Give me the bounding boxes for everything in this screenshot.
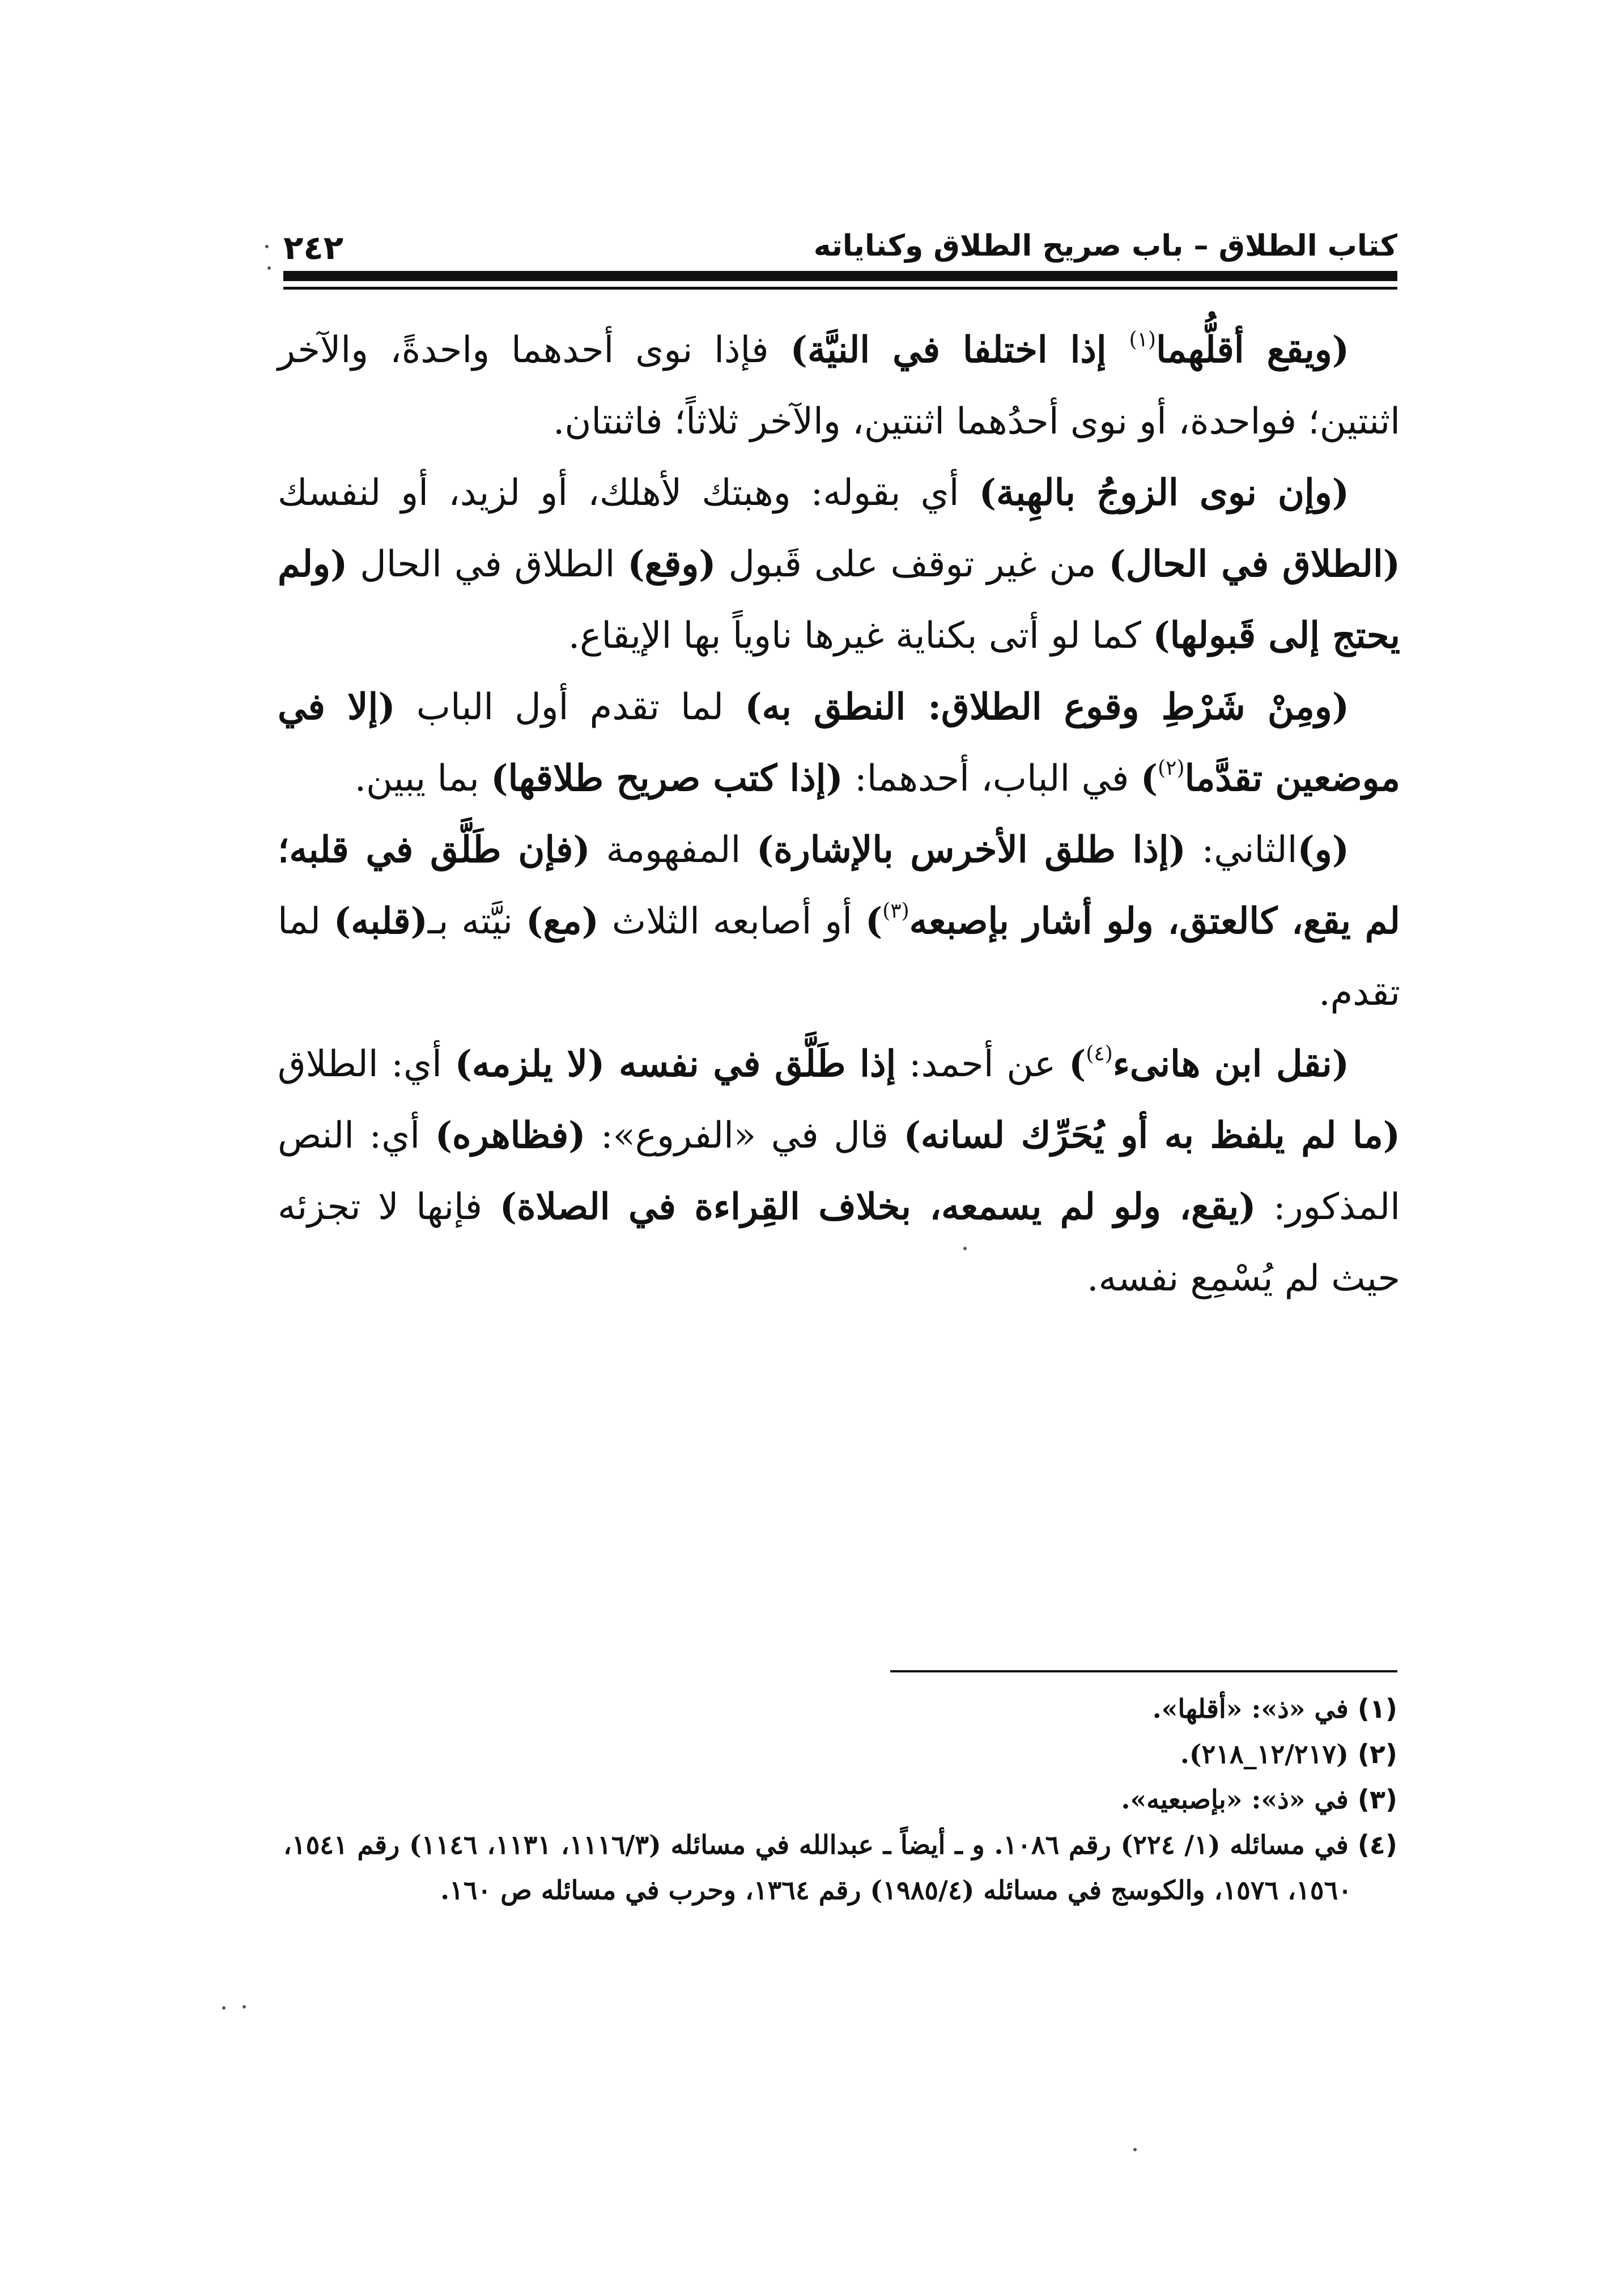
matn-quote: (ويقع أقلُّهما xyxy=(1156,329,1350,371)
footnote-text: في «ذ»: «بإصبعيه». xyxy=(1121,1784,1349,1815)
paragraph xyxy=(278,457,1400,672)
paragraph xyxy=(278,672,1400,814)
scan-speck xyxy=(267,266,271,270)
commentary-text: قال في «الفروع»: xyxy=(585,1115,904,1157)
footnote xyxy=(283,1731,1397,1777)
paragraph xyxy=(278,315,1400,457)
matn-quote: (وقع) xyxy=(627,543,716,585)
matn-quote: (ما لم يلفظ به أو يُحَرِّك لسانه) xyxy=(903,1114,1401,1157)
matn-quote: (ولم يحتج إلى قَبولها) xyxy=(278,543,1400,657)
commentary-text: فإنها لا تجزئه حيث لم يُسْمِع نفسه. xyxy=(278,1186,1400,1300)
footnote-reference: (٢) xyxy=(1158,757,1185,780)
footnotes xyxy=(283,1686,1397,1913)
matn-quote: (وإن نوى الزوجُ بالهِبة) xyxy=(979,472,1350,514)
commentary-text: عن أحمد: xyxy=(896,1043,1069,1085)
commentary-text: الثاني: xyxy=(1185,829,1298,871)
footnote xyxy=(283,1822,1397,1913)
page-number: ٢٤٢ xyxy=(283,228,344,267)
matn-quote: (ومِنْ شَرْطِ وقوع الطلاق: النطق به) xyxy=(745,686,1350,728)
footnote-separator xyxy=(890,1670,1397,1672)
footnote-text: (١٢/٢١٧_٢١٨). xyxy=(1180,1739,1349,1769)
matn-quote: إذا طَلَّق في نفسه (لا يلزمه) xyxy=(454,1043,896,1085)
footnote-marker: (٢) xyxy=(1357,1739,1397,1769)
commentary-text: الطلاق في الحال xyxy=(347,543,628,585)
header-rule-thick xyxy=(283,271,1397,281)
commentary-text: أو أصابعه الثلاث xyxy=(598,901,865,942)
footnote-marker: (٣) xyxy=(1357,1784,1397,1815)
footnote-reference: (١) xyxy=(1129,328,1157,351)
commentary-text: بما يبين. xyxy=(354,758,491,800)
paragraph xyxy=(278,814,1400,1029)
commentary-text: أي: النص المذكور: xyxy=(278,1115,1401,1228)
matn-quote: (مع) xyxy=(526,900,599,942)
footnote-reference: (٣) xyxy=(882,899,909,923)
matn-quote: (الطلاق في الحال) xyxy=(1108,543,1401,585)
main-text xyxy=(278,315,1400,1314)
commentary-text: أي: الطلاق xyxy=(278,1043,455,1085)
footnote-marker: (٤) xyxy=(1357,1829,1397,1860)
header-rule-thin xyxy=(283,287,1397,290)
footnote-marker: (١) xyxy=(1357,1693,1397,1724)
commentary-text: من غير توقف على قَبول xyxy=(716,543,1109,585)
commentary-text: في الباب، أحدهما: xyxy=(843,758,1141,800)
scan-speck xyxy=(222,2006,226,2010)
commentary-text: نيَّته بـ xyxy=(427,901,526,942)
scan-speck xyxy=(265,245,269,248)
footnote-reference: (٤) xyxy=(1086,1042,1113,1065)
matn-quote: ) xyxy=(865,900,883,942)
footnote xyxy=(283,1686,1397,1731)
commentary-text: لما تقدم أول الباب xyxy=(395,686,745,728)
scan-speck xyxy=(963,1247,967,1250)
commentary-text: لما تقدم. xyxy=(278,901,1400,1014)
paragraph xyxy=(278,1029,1400,1314)
matn-quote: (يقع، ولو لم يسمعه، بخلاف القِراءة في الصلاة) xyxy=(499,1186,1256,1228)
footnote-text: في مسائله (١/ ٢٢٤) رقم ١٠٨٦. و ـ أيضاً ـ عبدالله في مسائله (١١١٦/٣، ١١٣١، ١١٤٦) رقم ١٥٤١، ١٥٦٠، ١٥٧٦، والكوسج في مسائله (١٩٨٥/٤) رقم ١٣٦٤، وحرب في مسائله ص ١٦٠. xyxy=(283,1829,1352,1905)
scan-speck xyxy=(243,2005,246,2009)
matn-quote: ) xyxy=(1069,1043,1086,1085)
scan-speck xyxy=(1133,2148,1137,2151)
matn-quote: إذا اختلفا في النيَّة) xyxy=(790,329,1129,371)
running-header xyxy=(283,204,1397,266)
commentary-text: أي بقوله: وهبتك لأهلك، أو لزيد، أو لنفسك xyxy=(278,472,979,514)
footnote-text: في «ذ»: «أقلها». xyxy=(1152,1693,1349,1724)
footnote xyxy=(283,1777,1397,1822)
header-title: كتاب الطلاق – باب صريح الطلاق وكناياته xyxy=(813,229,1397,263)
matn-quote: (فإن طَلَّق في قلبه؛ لم يقع، كالعتق، ولو أشار بإصبعه xyxy=(278,829,1401,942)
commentary-text: المفهومة xyxy=(590,829,757,871)
matn-quote: (و) xyxy=(1297,829,1350,871)
matn-quote: (نقل ابن هانىء xyxy=(1112,1043,1350,1085)
matn-quote: (قلبه) xyxy=(333,900,428,942)
matn-quote: (إلا في موضعين تقدَّما xyxy=(278,686,1400,800)
matn-quote: ) xyxy=(1140,757,1158,800)
matn-quote: (فظاهره) xyxy=(435,1114,586,1157)
matn-quote: (إذا كتب صريح طلاقها) xyxy=(491,757,843,800)
matn-quote: (إذا طلق الأخرس بالإشارة) xyxy=(756,829,1186,871)
commentary-text: فإذا نوى أحدهما واحدةً، والآخر اثنتين؛ فواحدة، أو نوى أحدُهما اثنتين، والآخر ثلاثاً؛ فاثنتان. xyxy=(278,329,1400,443)
commentary-text: كما لو أتى بكناية غيرها ناوياً بها الإيقاع. xyxy=(568,615,1153,657)
